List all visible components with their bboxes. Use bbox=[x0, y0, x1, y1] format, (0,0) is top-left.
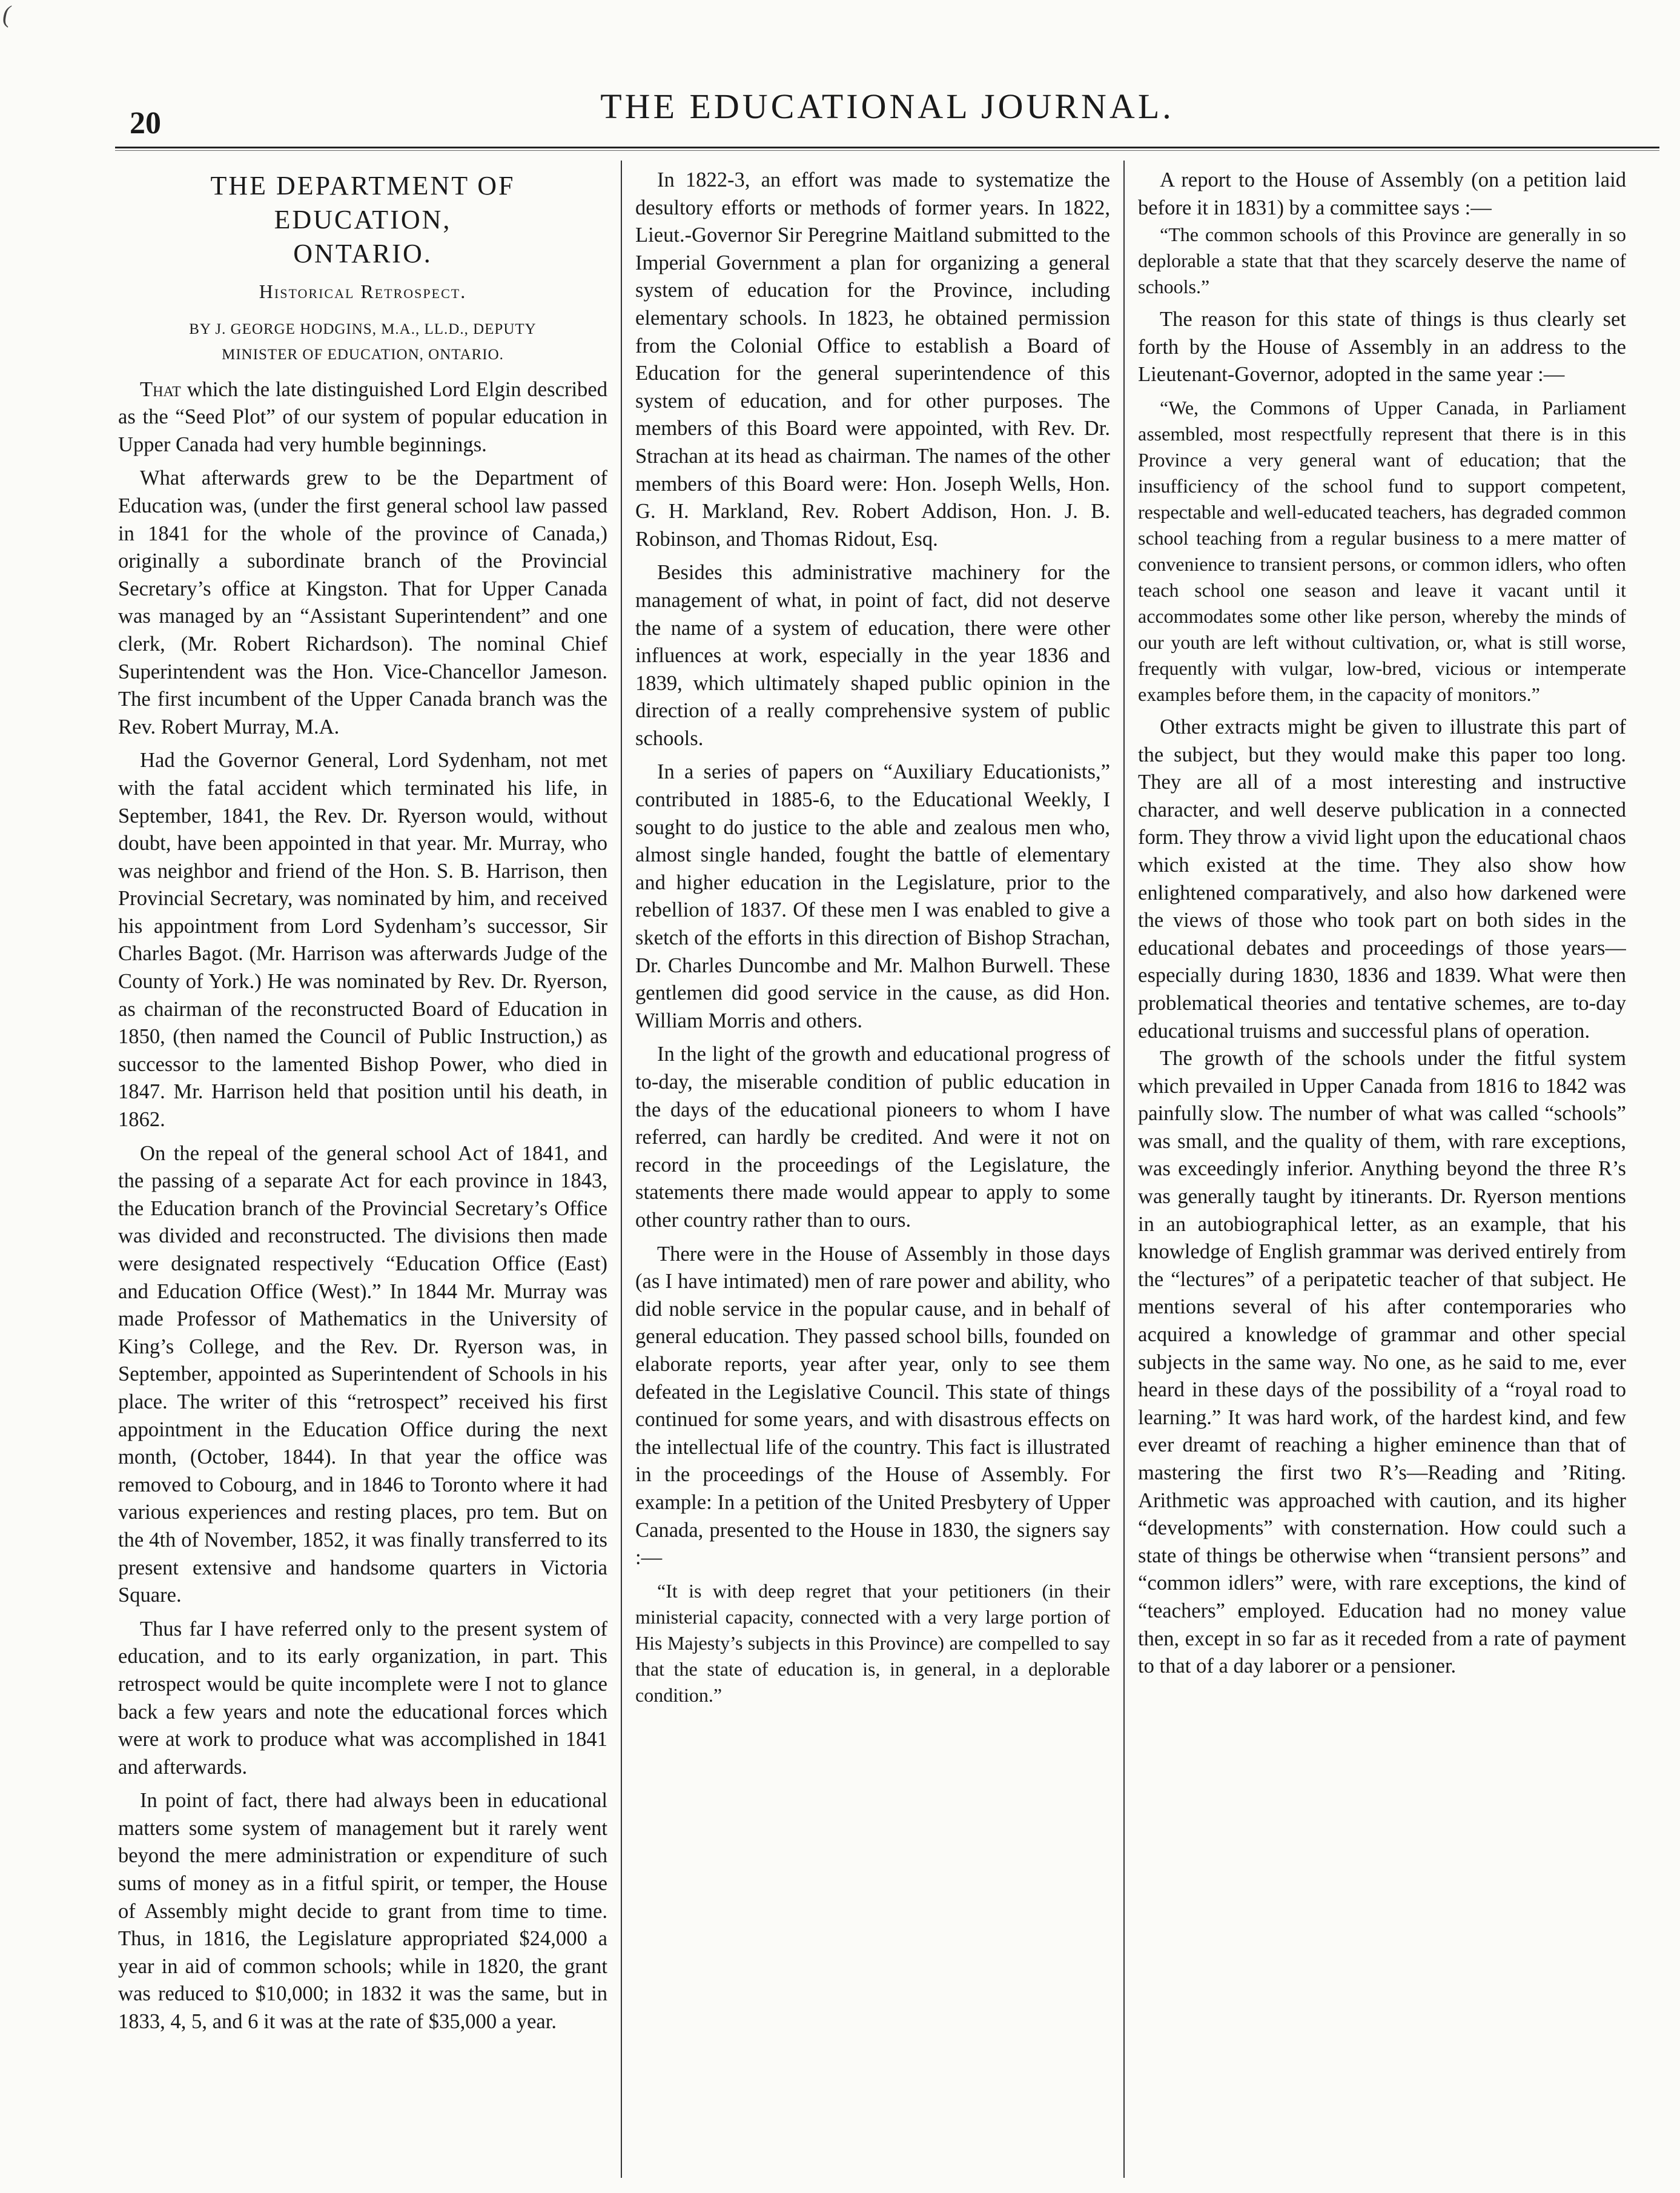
paragraph-13: A report to the House of Assembly (on a petition laid before it in 1831) by a committee says :— bbox=[1138, 168, 1626, 219]
page-number: 20 bbox=[130, 106, 161, 141]
paragraph-10: In the light of the growth and educational progress of to-day, the miserable condition of public education in the days of the educational pioneers to whom I have referred, can hardly be credited. And were it not on record in the proceedings of the Legislature, the statements there made would appear to apply to some other country rather than to ours. bbox=[635, 1043, 1110, 1232]
article-title-line-2: ONTARIO. bbox=[293, 239, 432, 268]
paragraph-9: In a series of papers on “Auxiliary Educationists,” contributed in 1885-6, to the Educational Weekly, I sought to do justice to the able and zealous men who, almost single handed, fought the battle of elementary and higher education in the Legislature, prior to the rebellion of 1837. Of these men I was enabled to give a sketch of the efforts in this direction of Bishop Strachan, Dr. Charles Duncombe and Mr. Malhon Burwell. These gentlemen did good service in the cause, as did Hon. William Morris and others. bbox=[635, 760, 1110, 1032]
paragraph-2: What afterwards grew to be the Department of Education was, (under the first general school law passed in 1841 for the whole of the province of Canada,) originally a subordinate branch of the Provincial Secretary’s office at Kingston. That for Upper Canada was managed by an “Assistant Superintendent” and one clerk, (Mr. Robert Richardson). The nominal Chief Superintendent was the Hon. Vice-Chancellor Jameson. The first incumbent of the Upper Canada branch was the Rev. Robert Murray, M.A. bbox=[118, 466, 607, 738]
byline bbox=[118, 317, 607, 368]
paragraph-1 bbox=[118, 376, 607, 459]
column-1 bbox=[118, 161, 621, 2178]
byline-line-2: MINISTER OF EDUCATION, ONTARIO. bbox=[222, 346, 504, 363]
journal-title: THE EDUCATIONAL JOURNAL. bbox=[600, 87, 1174, 126]
paragraph-8: Besides this administrative machinery for the management of what, in point of fact, did not deserve the name of a system of education, there were other influences at work, especially in the year 1836 and 1839, which ultimately shaped public opinion in the direction of a really comprehensive system of public schools. bbox=[635, 561, 1110, 750]
paragraph-12-quote: “It is with deep regret that your petitioners (in their ministerial capacity, connected with a very large portion of His Majesty’s subjects in this Province) are compelled to say that the state of education is, in general, in a deplorable condition.” bbox=[635, 1579, 1110, 1706]
article-subtitle: Historical Retrospect. bbox=[259, 280, 467, 302]
paragraph-4: On the repeal of the general school Act of 1841, and the passing of a separate Act for each province in 1843, the Education branch of the Provincial Secretary’s Office was divided and reconstructed. The divisions then made were designated respectively “Education Office (East) and Education Office (West).” In 1844 Mr. Murray was made Professor of Mathematics in the University of King’s College, and the Rev. Dr. Ryerson was, in September, appointed as Superintendent of Schools in his place. The writer of this “retrospect” received his first appointment in the Education Office during the next month, (October, 1844). In that year the office was removed to Cobourg, and in 1846 to Toronto where it had various experiences and resting places, pro tem. But on the 4th of November, 1852, it was finally transferred to its present extensive and handsome quarters in Victoria Square. bbox=[118, 1141, 607, 1607]
byline-line-1: BY J. GEORGE HODGINS, M.A., LL.D., DEPUTY bbox=[189, 320, 537, 337]
paragraph-18: The growth of the schools under the fitful system which prevailed in Upper Canada from 1816 to 1842 was painfully slow. The number of what was called “schools” was small, and the quality of them, with rare exceptions, was exceedingly inferior. Anything beyond the three R’s was generally taught by itinerants. Dr. Ryerson mentions in an autobiographical letter, as an example, that his knowledge of English grammar was derived entirely from the “lectures” of a peripatetic teacher of that subject. He mentions several of his after contemporaries who acquired a knowledge of grammar and other special subjects in the same way. No one, as he said to me, ever heard in these days of the possibility of a “royal road to learning.” It was hard work, of the hardest kind, and few ever dreamt of reaching a higher eminence than that of mastering the first two R’s—Reading and ’Riting. Arithmetic was approached with caution, and its higher “developments” with consternation. How could such a state of things be otherwise when “transient persons” and “common idlers” were, with rare exceptions, the kind of “teachers” employed. Education had no money value then, except in so far as it receded from a rate of payment to that of a day laborer or a pensioner. bbox=[1138, 1047, 1626, 1678]
paragraph-15: The reason for this state of things is thus clearly set forth by the House of Assembly in an address to the Lieutenant-Governor, adopted in the same year :— bbox=[1138, 308, 1626, 387]
paragraph-11: There were in the House of Assembly in those days (as I have intimated) men of rare power and ability, who did noble service in the popular cause, and in behalf of general education. They passed school bills, founded on elaborate reports, year after year, only to see them defeated in the Legislative Council. This state of things continued for some years, and with disastrous effects on the intellectual life of the country. This fact is illustrated in the proceedings of the House of Assembly. For example: In a petition of the United Presbytery of Upper Canada, presented to the House in 1830, the signers say :— bbox=[635, 1242, 1110, 1570]
paragraph-1-lead: That bbox=[140, 377, 181, 401]
paragraph-17: Other extracts might be given to illustrate this part of the subject, but they would make this paper too long. They are all of a most interesting and instructive character, and well deserve publication in a connected form. They throw a vivid light upon the educational chaos which existed at the time. They also show how enlightened comparatively, and also how darkened were the views of those who took part on both sides in the educational debates and proceedings of those years—especially during 1830, 1836 and 1839. What were then problematical theories and tentative schemes, are to-day educational truisms and successful plans of operation. bbox=[1138, 715, 1626, 1043]
corner-mark: ( bbox=[2, 1, 11, 28]
paragraph-16-quote: “We, the Commons of Upper Canada, in Parliament assembled, most respectfully represent that there is in this Province a very general want of education; that the insufficiency of the school fund to support competent, respectable and well-educated teachers, has degraded common school teaching from a regular business to a mere matter of convenience to transient persons, or common idlers, who often teach school one season and leave it vacant until it accommodates some other like person, whereby the minds of our youth are left without cultivation, or, what is still worse, frequently with vulgar, low-bred, vicious or intemperate examples before them, in the capacity of monitors.” bbox=[1138, 396, 1626, 705]
article-title-line-1: THE DEPARTMENT OF EDUCATION, bbox=[210, 171, 515, 234]
column-3 bbox=[1123, 161, 1626, 2178]
masthead bbox=[115, 73, 1659, 139]
column-2 bbox=[621, 161, 1123, 2178]
article-title bbox=[118, 169, 607, 271]
article-columns bbox=[118, 161, 1662, 2178]
paragraph-6: In point of fact, there had always been in educational matters some system of management but it rarely went beyond the mere administration or expenditure of such sums of money as in a fitful spirit, or temper, the House of Assembly might decide to grant from time to time. Thus, in 1816, the Legislature appropriated $24,000 a year in aid of common schools; while in 1820, the grant was reduced to $10,000; in 1832 it was the same, but in 1833, 4, 5, and 6 it was at the rate of $35,000 a year. bbox=[118, 1789, 607, 2034]
paragraph-14-quote: “The common schools of this Province are generally in so deplorable a state that that they scarcely deserve the name of schools.” bbox=[1138, 224, 1626, 298]
masthead-rule bbox=[115, 147, 1659, 151]
paragraph-5: Thus far I have referred only to the present system of education, and to its early organization, in part. This retrospect would be quite incomplete were I not to glance back a few years and note the educational forces which were at work to produce what was accomplished in 1841 and afterwards. bbox=[118, 1617, 607, 1779]
paragraph-1-text: which the late distinguished Lord Elgin described as the “Seed Plot” of our system of popular education in Upper Canada had very humble beginnings. bbox=[118, 377, 607, 456]
paragraph-3: Had the Governor General, Lord Sydenham, not met with the fatal accident which terminated his life, in September, 1841, the Rev. Dr. Ryerson would, without doubt, have been appointed in that year. Mr. Murray, who was neighbor and friend of the Hon. S. B. Harrison, then Provincial Secretary, was nominated by him, and received his appointment from Lord Sydenham’s successor, Sir Charles Bagot. (Mr. Harrison was afterwards Judge of the County of York.) He was nominated by Rev. Dr. Ryerson, as chairman of the reconstructed Board of Education in 1850, (then named the Council of Public Instruction,) as successor to the lamented Bishop Power, who died in 1847. Mr. Harrison held that position until his death, in 1862. bbox=[118, 749, 607, 1132]
paragraph-7: In 1822-3, an effort was made to systematize the desultory efforts or methods of former years. In 1822, Lieut.-Governor Sir Peregrine Maitland submitted to the Imperial Government a plan for organizing a general system of education for the Province, including elementary schools. In 1823, he obtained permission from the Colonial Office to establish a Board of Education for the general superintendence of this system of education, and for other purposes. The members of this Board were appointed, with Rev. Dr. Strachan at its head as chairman. The names of the other members of this Board were: Hon. Joseph Wells, Hon. G. H. Markland, Rev. Robert Addison, Hon. J. B. Robinson, and Thomas Ridout, Esq. bbox=[635, 168, 1110, 551]
